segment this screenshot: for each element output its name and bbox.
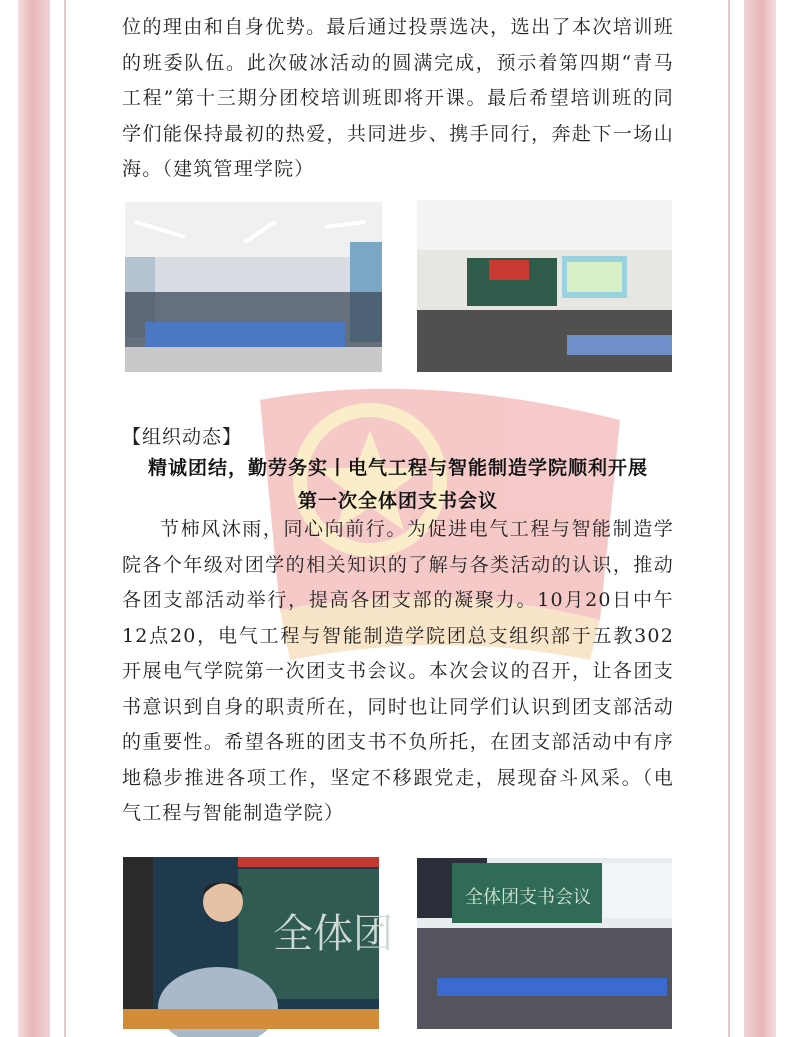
left-decorative-border [18,0,50,1037]
board-text-2: 全体团支书会议 [465,887,591,908]
article-body-paragraph: 节柿风沐雨，同心向前行。为促进电气工程与智能制造学院各个年级对团学的相关知识的了解与各类活动的认识，推动各团支部活动举行，提高各团支部的凝聚力。10月20日中午12点20，电气工程与智能制造学院团总支组织部于五教302开展电气学院第一次团支书会议。本次会议的召开，让各团支书意识到自身的职责所在，同时也让同学们认识到团支部活动的重要性。希望各班的团支书不负所托，在团支部活动中有序地稳步推进各项工作，坚定不移跟党走，展现奋斗风采。（电气工程与智能制造学院） [122,518,674,824]
right-inner-line [728,0,730,1037]
article-title-line-1: 精诚团结，勤劳务实丨电气工程与智能制造学院顺利开展 [147,457,648,479]
section-tag: 【组织动态】 [122,426,243,448]
classroom-photo-1 [125,202,382,372]
right-decorative-border [744,0,776,1037]
intro-paragraph: 位的理由和自身优势。最后通过投票选决，选出了本次培训班的班委队伍。此次破冰活动的圆满完成，预示着第四期“青马工程”第十三期分团校培训班即将开课。最后希望培训班的同学们能保持最初的热爱，共同进步、携手同行，奔赴下一场山海。（建筑管理学院） [122,16,674,180]
board-text-1: 全体团 [273,911,393,957]
audience-photo [417,858,672,1029]
classroom-photo-2 [417,200,672,372]
left-inner-line [64,0,66,1037]
speaker-photo [123,857,393,1029]
article-title-line-2: 第一次全体团支书会议 [297,490,498,512]
